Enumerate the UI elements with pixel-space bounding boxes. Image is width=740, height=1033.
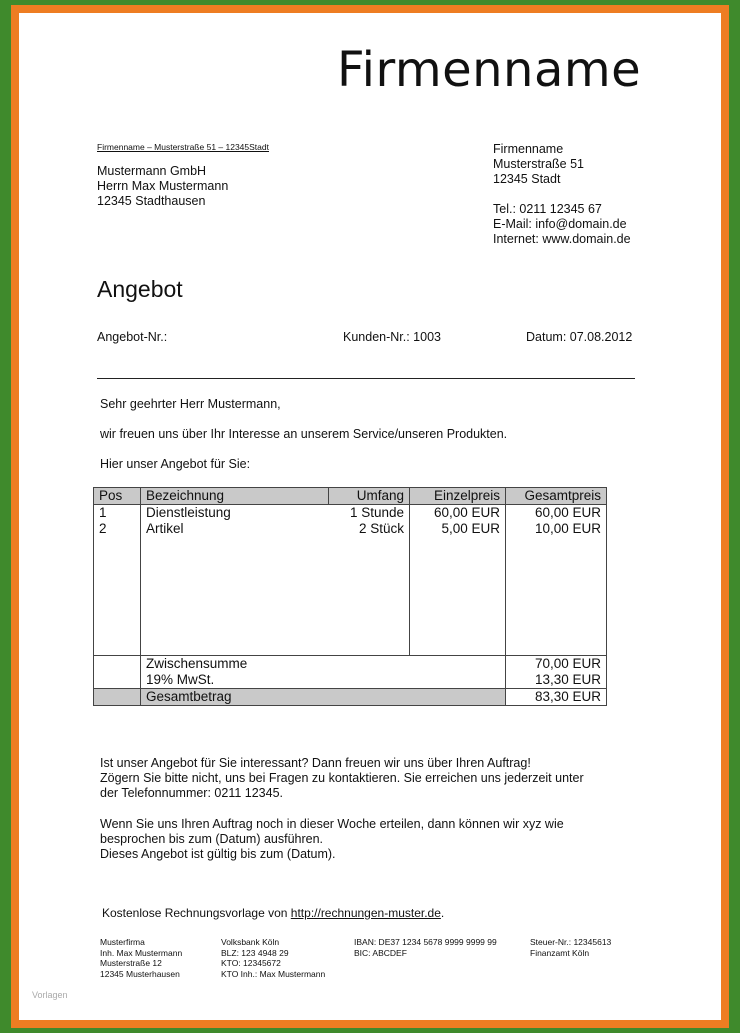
cell-total-price: 60,00 EUR bbox=[506, 505, 607, 522]
vat-label: 19% MwSt. bbox=[141, 672, 506, 689]
vat-row bbox=[94, 672, 607, 689]
cell-unit-price: 60,00 EUR bbox=[410, 505, 506, 522]
company-address-line: 12345 Stadt bbox=[493, 172, 561, 186]
cell-quantity: 2 Stück bbox=[329, 521, 410, 537]
offer-intro: Hier unser Angebot für Sie: bbox=[100, 457, 251, 471]
closing-line: Ist unser Angebot für Sie interessant? Dann freuen wir uns über Ihren Auftrag! bbox=[100, 756, 531, 770]
cell-pos: 1 bbox=[94, 505, 141, 522]
closing-paragraph-1 bbox=[100, 756, 584, 801]
template-link[interactable]: http://rechnungen-muster.de bbox=[290, 906, 441, 920]
footer-line: KTO: 12345672 bbox=[221, 958, 281, 968]
subtotal-label: Zwischensumme bbox=[141, 656, 506, 673]
date: Datum: 07.08.2012 bbox=[526, 330, 633, 344]
template-note-suffix: . bbox=[440, 906, 445, 920]
intro-text: wir freuen uns über Ihr Interesse an unserem Service/unseren Produkten. bbox=[100, 427, 508, 441]
recipient-line: Herrn Max Mustermann bbox=[97, 179, 229, 193]
table-row bbox=[94, 521, 607, 537]
table-spacer-row bbox=[94, 537, 607, 656]
footer-line: 12345 Musterhausen bbox=[100, 968, 180, 979]
template-note bbox=[102, 906, 444, 920]
vat-value: 13,30 EUR bbox=[506, 672, 607, 689]
table-header-row bbox=[94, 488, 607, 505]
closing-line: Zögern Sie bitte nicht, uns bei Fragen zu kontaktieren. Sie erreichen uns jederzeit unter bbox=[100, 771, 584, 785]
header-unit-price: Einzelpreis bbox=[410, 488, 506, 505]
footer-line: KTO Inh.: Max Mustermann bbox=[221, 968, 326, 979]
cell-description: Dienstleistung bbox=[141, 505, 329, 522]
closing-line: Wenn Sie uns Ihren Auftrag noch in dieser Woche erteilen, dann können wir xyz wie bbox=[100, 817, 564, 831]
offer-number-label: Angebot-Nr.: bbox=[97, 330, 168, 344]
subtotal-value: 70,00 EUR bbox=[506, 656, 607, 673]
watermark: Vorlagen bbox=[32, 990, 68, 1000]
email: E-Mail: info@domain.de bbox=[493, 217, 627, 231]
header-total-price: Gesamtpreis bbox=[506, 488, 607, 505]
phone: Tel.: 0211 12345 67 bbox=[493, 202, 602, 216]
customer-number: Kunden-Nr.: 1003 bbox=[343, 330, 441, 344]
contact-info bbox=[493, 202, 631, 247]
cell-unit-price: 5,00 EUR bbox=[410, 521, 506, 537]
header-pos: Pos bbox=[94, 488, 141, 505]
divider bbox=[97, 378, 635, 379]
total-value: 83,30 EUR bbox=[506, 689, 607, 706]
website: Internet: www.domain.de bbox=[493, 232, 631, 246]
subtotal-row bbox=[94, 656, 607, 673]
footer-company bbox=[100, 937, 182, 979]
footer-line: Finanzamt Köln bbox=[530, 947, 590, 958]
header-description: Bezeichnung bbox=[141, 488, 329, 505]
footer-bank bbox=[221, 937, 325, 979]
footer-line: Musterfirma bbox=[100, 937, 145, 947]
company-address bbox=[493, 142, 584, 187]
footer-line: IBAN: DE37 1234 5678 9999 9999 99 bbox=[354, 937, 497, 947]
footer-line: BLZ: 123 4948 29 bbox=[221, 947, 289, 958]
footer-line: Volksbank Köln bbox=[221, 937, 280, 947]
company-title: Firmenname bbox=[337, 42, 642, 98]
closing-paragraph-2 bbox=[100, 817, 564, 862]
table-row bbox=[94, 505, 607, 522]
footer-line: BIC: ABCDEF bbox=[354, 947, 407, 958]
total-row bbox=[94, 689, 607, 706]
cell-pos: 2 bbox=[94, 521, 141, 537]
cell-total-price: 10,00 EUR bbox=[506, 521, 607, 537]
company-address-line: Firmenname bbox=[493, 142, 564, 156]
sender-line: Firmenname – Musterstraße 51 – 12345Stadt bbox=[97, 142, 269, 152]
cell-quantity: 1 Stunde bbox=[329, 505, 410, 522]
closing-line: der Telefonnummer: 0211 12345. bbox=[100, 786, 283, 800]
recipient-line: 12345 Stadthausen bbox=[97, 194, 206, 208]
footer-tax bbox=[530, 937, 611, 958]
items-table bbox=[93, 487, 607, 706]
footer-iban bbox=[354, 937, 497, 958]
template-note-text: Kostenlose Rechnungsvorlage von bbox=[102, 906, 291, 920]
company-address-line: Musterstraße 51 bbox=[493, 157, 585, 171]
cell-description: Artikel bbox=[141, 521, 329, 537]
recipient-address bbox=[97, 164, 228, 209]
closing-line: Dieses Angebot ist gültig bis zum (Datum). bbox=[100, 847, 336, 861]
footer-line: Musterstraße 12 bbox=[100, 958, 162, 968]
closing-line: besprochen bis zum (Datum) ausführen. bbox=[100, 832, 324, 846]
salutation: Sehr geehrter Herr Mustermann, bbox=[100, 397, 281, 411]
header-quantity: Umfang bbox=[329, 488, 410, 505]
recipient-line: Mustermann GmbH bbox=[97, 164, 207, 178]
document-heading: Angebot bbox=[97, 276, 183, 302]
footer-line: Steuer-Nr.: 12345613 bbox=[530, 937, 612, 947]
total-label: Gesamtbetrag bbox=[141, 689, 506, 706]
footer-line: Inh. Max Mustermann bbox=[100, 947, 183, 958]
